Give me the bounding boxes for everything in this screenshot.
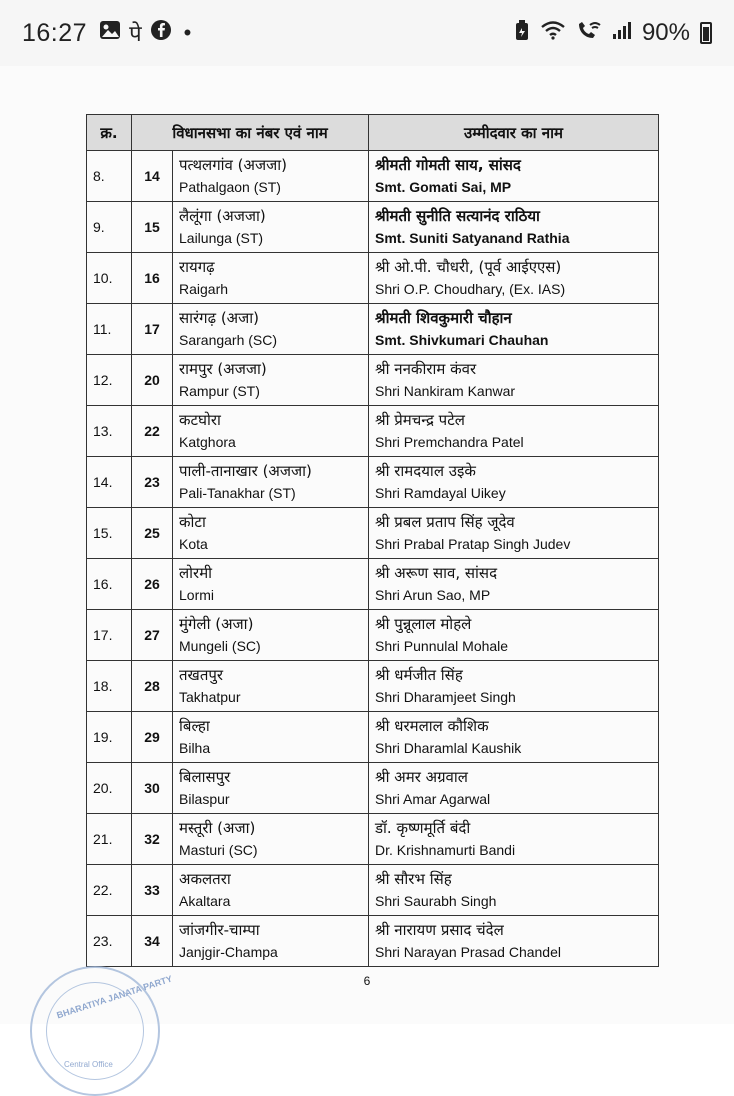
header-constituency: विधानसभा का नंबर एवं नाम <box>132 115 369 151</box>
constituency-english: Lormi <box>179 587 215 603</box>
notification-dot-icon: • <box>183 20 192 45</box>
candidates-table <box>86 114 659 967</box>
candidate-hindi: श्री पुन्नूलाल मोहले <box>375 615 472 633</box>
row-candidate <box>369 559 659 610</box>
wifi-icon <box>540 20 566 46</box>
row-candidate <box>369 763 659 814</box>
battery-percentage: 90% <box>641 19 690 46</box>
candidate-english: Shri Arun Sao, MP <box>375 587 491 603</box>
row-ac-number: 27 <box>132 610 173 661</box>
table-header-row <box>87 115 659 151</box>
row-serial: 20. <box>87 763 132 814</box>
row-candidate <box>369 610 659 661</box>
row-serial: 8. <box>87 151 132 202</box>
table-row <box>87 406 659 457</box>
row-serial: 13. <box>87 406 132 457</box>
candidate-hindi: श्री अमर अग्रवाल <box>375 768 468 786</box>
constituency-hindi: पाली-तानाखार (अजजा) <box>179 462 312 480</box>
row-serial: 22. <box>87 865 132 916</box>
signal-icon <box>612 20 632 46</box>
table-row <box>87 814 659 865</box>
candidate-hindi: डॉ. कृष्णमूर्ति बंदी <box>375 819 471 837</box>
candidate-hindi: श्री धर्मजीत सिंह <box>375 666 463 684</box>
row-candidate <box>369 457 659 508</box>
row-serial: 17. <box>87 610 132 661</box>
candidate-hindi: श्री ननकीराम कंवर <box>375 360 477 378</box>
candidate-english: Shri Nankiram Kanwar <box>375 383 516 399</box>
row-candidate <box>369 304 659 355</box>
constituency-english: Pali-Tanakhar (ST) <box>179 485 296 501</box>
row-candidate <box>369 202 659 253</box>
table-row <box>87 457 659 508</box>
constituency-english: Bilha <box>179 740 211 756</box>
candidate-english: Shri Prabal Pratap Singh Judev <box>375 536 571 552</box>
candidate-hindi: श्री नारायण प्रसाद चंदेल <box>375 921 504 939</box>
candidate-english: Smt. Suniti Satyanand Rathia <box>375 230 570 246</box>
constituency-hindi: लोरमी <box>179 564 213 582</box>
constituency-english: Janjgir-Champa <box>179 944 278 960</box>
row-candidate <box>369 406 659 457</box>
constituency-english: Takhatpur <box>179 689 241 705</box>
row-constituency <box>173 712 369 763</box>
table-row <box>87 865 659 916</box>
row-serial: 16. <box>87 559 132 610</box>
row-ac-number: 34 <box>132 916 173 967</box>
row-constituency <box>173 355 369 406</box>
table-row <box>87 712 659 763</box>
table-row <box>87 253 659 304</box>
candidate-english: Smt. Gomati Sai, MP <box>375 179 512 195</box>
row-candidate <box>369 865 659 916</box>
constituency-english: Lailunga (ST) <box>179 230 264 246</box>
table-row <box>87 304 659 355</box>
row-serial: 15. <box>87 508 132 559</box>
row-candidate <box>369 355 659 406</box>
candidate-english: Shri O.P. Choudhary, (Ex. IAS) <box>375 281 566 297</box>
candidate-hindi: श्री धरमलाल कौशिक <box>375 717 489 735</box>
constituency-hindi: जांजगीर-चाम्पा <box>179 921 260 939</box>
constituency-hindi: तखतपुर <box>179 666 224 684</box>
table-row <box>87 151 659 202</box>
candidate-hindi: श्री प्रेमचन्द्र पटेल <box>375 411 465 429</box>
row-constituency <box>173 916 369 967</box>
constituency-hindi: कोटा <box>179 513 206 531</box>
constituency-hindi: कटघोरा <box>179 411 221 429</box>
row-serial: 23. <box>87 916 132 967</box>
seal-top-text: BHARATIYA JANATA PARTY <box>55 973 174 1021</box>
row-constituency <box>173 763 369 814</box>
row-ac-number: 25 <box>132 508 173 559</box>
constituency-hindi: मुंगेली (अजा) <box>179 615 254 633</box>
status-bar-right <box>514 19 712 47</box>
row-ac-number: 33 <box>132 865 173 916</box>
table-row <box>87 916 659 967</box>
table-row <box>87 355 659 406</box>
row-serial: 11. <box>87 304 132 355</box>
candidate-english: Shri Saurabh Singh <box>375 893 497 909</box>
row-ac-number: 15 <box>132 202 173 253</box>
battery-saver-icon <box>514 19 530 47</box>
constituency-hindi: रामपुर (अजजा) <box>179 360 267 378</box>
row-serial: 18. <box>87 661 132 712</box>
document-page <box>0 66 734 1069</box>
status-bar-left <box>22 18 191 48</box>
row-ac-number: 32 <box>132 814 173 865</box>
row-serial: 19. <box>87 712 132 763</box>
constituency-hindi: लैलूंगा (अजजा) <box>179 207 266 225</box>
row-ac-number: 14 <box>132 151 173 202</box>
candidate-english: Shri Premchandra Patel <box>375 434 524 450</box>
row-constituency <box>173 304 369 355</box>
row-ac-number: 26 <box>132 559 173 610</box>
candidate-hindi: श्रीमती सुनीति सत्यानंद राठिया <box>375 207 540 225</box>
gallery-icon <box>99 20 121 46</box>
table-row <box>87 661 659 712</box>
row-serial: 10. <box>87 253 132 304</box>
row-constituency <box>173 406 369 457</box>
row-constituency <box>173 151 369 202</box>
row-ac-number: 16 <box>132 253 173 304</box>
constituency-english: Katghora <box>179 434 236 450</box>
wifi-calling-icon <box>576 20 602 46</box>
constituency-hindi: मस्तूरी (अजा) <box>179 819 256 837</box>
row-constituency <box>173 253 369 304</box>
constituency-english: Akaltara <box>179 893 231 909</box>
constituency-hindi: रायगढ़ <box>179 258 215 276</box>
table-row <box>87 763 659 814</box>
constituency-english: Masturi (SC) <box>179 842 258 858</box>
candidate-english: Shri Narayan Prasad Chandel <box>375 944 561 960</box>
constituency-hindi: पत्थलगांव (अजजा) <box>179 156 287 174</box>
status-bar <box>0 0 734 66</box>
header-serial: क्र. <box>87 115 132 151</box>
constituency-english: Sarangarh (SC) <box>179 332 278 348</box>
candidate-hindi: श्री रामदयाल उइके <box>375 462 476 480</box>
row-candidate <box>369 508 659 559</box>
constituency-hindi: सारंगढ़ (अजा) <box>179 309 259 327</box>
constituency-english: Kota <box>179 536 208 552</box>
constituency-english: Rampur (ST) <box>179 383 260 399</box>
row-constituency <box>173 508 369 559</box>
row-constituency <box>173 610 369 661</box>
row-candidate <box>369 712 659 763</box>
table-row <box>87 610 659 661</box>
candidate-english: Shri Dharamlal Kaushik <box>375 740 522 756</box>
table-row <box>87 559 659 610</box>
candidate-english: Shri Amar Agarwal <box>375 791 491 807</box>
row-candidate <box>369 661 659 712</box>
row-constituency <box>173 865 369 916</box>
row-constituency <box>173 814 369 865</box>
row-ac-number: 20 <box>132 355 173 406</box>
candidate-english: Shri Punnulal Mohale <box>375 638 509 654</box>
row-candidate <box>369 916 659 967</box>
row-constituency <box>173 559 369 610</box>
facebook-icon <box>150 19 172 47</box>
candidate-hindi: श्री ओ.पी. चौधरी, (पूर्व आईएएस) <box>375 258 562 276</box>
candidate-hindi: श्रीमती शिवकुमारी चौहान <box>375 309 512 327</box>
constituency-english: Raigarh <box>179 281 229 297</box>
row-constituency <box>173 202 369 253</box>
party-seal-stamp <box>30 966 174 1096</box>
header-candidate: उम्मीदवार का नाम <box>369 115 659 151</box>
row-candidate <box>369 814 659 865</box>
row-serial: 21. <box>87 814 132 865</box>
candidate-hindi: श्री सौरभ सिंह <box>375 870 452 888</box>
pe-app-icon: पे <box>129 21 142 46</box>
seal-bottom-text: Central Office <box>64 1060 113 1069</box>
row-ac-number: 17 <box>132 304 173 355</box>
table-row <box>87 202 659 253</box>
row-candidate <box>369 253 659 304</box>
candidate-english: Smt. Shivkumari Chauhan <box>375 332 549 348</box>
candidate-hindi: श्री प्रबल प्रताप सिंह जूदेव <box>375 513 515 531</box>
constituency-english: Bilaspur <box>179 791 230 807</box>
candidate-hindi: श्री अरूण साव, सांसद <box>375 564 498 582</box>
row-serial: 12. <box>87 355 132 406</box>
candidate-english: Shri Ramdayal Uikey <box>375 485 506 501</box>
row-ac-number: 22 <box>132 406 173 457</box>
row-serial: 14. <box>87 457 132 508</box>
row-ac-number: 29 <box>132 712 173 763</box>
candidate-english: Shri Dharamjeet Singh <box>375 689 516 705</box>
row-ac-number: 23 <box>132 457 173 508</box>
candidate-hindi: श्रीमती गोमती साय, सांसद <box>375 156 521 174</box>
row-candidate <box>369 151 659 202</box>
row-constituency <box>173 457 369 508</box>
row-constituency <box>173 661 369 712</box>
candidate-english: Dr. Krishnamurti Bandi <box>375 842 516 858</box>
constituency-english: Pathalgaon (ST) <box>179 179 281 195</box>
battery-icon <box>700 22 712 44</box>
row-ac-number: 28 <box>132 661 173 712</box>
constituency-hindi: बिलासपुर <box>179 768 231 786</box>
constituency-hindi: बिल्हा <box>179 717 210 735</box>
status-time: 16:27 <box>22 18 88 47</box>
page-number: 6 <box>363 974 371 988</box>
constituency-hindi: अकलतरा <box>179 870 231 888</box>
constituency-english: Mungeli (SC) <box>179 638 261 654</box>
table-row <box>87 508 659 559</box>
row-serial: 9. <box>87 202 132 253</box>
row-ac-number: 30 <box>132 763 173 814</box>
